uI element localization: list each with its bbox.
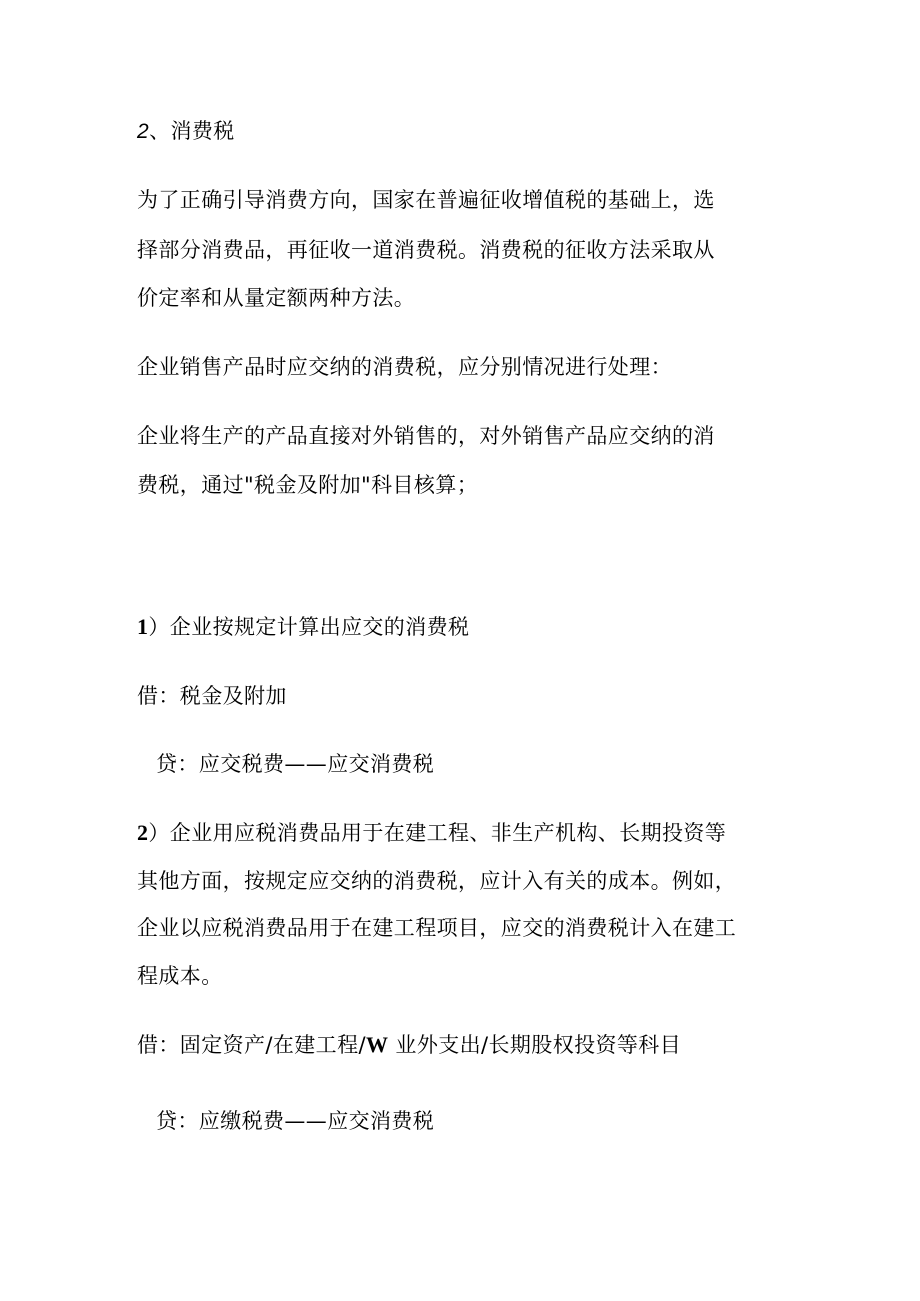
item2-text: ）企业用应税消费品用于在建工程、非生产机构、长期投资等 — [148, 821, 727, 845]
item2-debit-b: 业外支出/长期股权投资等科目 — [388, 1033, 682, 1057]
paragraph-line: 费税，通过"税金及附加"科目核算； — [137, 473, 479, 497]
section-number: 2 — [137, 120, 150, 143]
item1-credit: 贷：应交税费——应交消费税 — [156, 752, 435, 776]
paragraph-line: 程成本。 — [137, 964, 223, 988]
paragraph-line: 价定率和从量定额两种方法。 — [137, 286, 416, 310]
item2-number: 2 — [137, 820, 149, 845]
paragraph-line: 企业将生产的产品直接对外销售的，对外销售产品应交纳的消 — [137, 424, 715, 448]
item1-debit: 借：税金及附加 — [137, 684, 287, 708]
item2-debit — [137, 1030, 681, 1060]
paragraph-line: 择部分消费品，再征收一道消费税。消费税的征收方法采取从 — [137, 238, 715, 262]
paragraph-line: 为了正确引导消费方向，国家在普遍征收增值税的基础上，选 — [137, 188, 715, 212]
item2-debit-w: W — [365, 1032, 389, 1057]
item1-number: 1 — [137, 614, 149, 639]
paragraph-line: 其他方面，按规定应交纳的消费税，应计入有关的成本。例如， — [137, 869, 737, 893]
item1-text: ）企业按规定计算出应交的消费税 — [148, 615, 470, 639]
item2-credit: 贷：应缴税费——应交消费税 — [156, 1109, 435, 1133]
paragraph-line: 企业以应税消费品用于在建工程项目，应交的消费税计入在建工 — [137, 916, 737, 940]
item2-heading — [137, 818, 726, 848]
item2-debit-a: 借：固定资产/在建工程/ — [137, 1033, 366, 1057]
section-heading — [137, 116, 235, 147]
item1-heading — [137, 612, 469, 642]
paragraph-line: 企业销售产品时应交纳的消费税，应分别情况进行处理： — [137, 355, 672, 379]
section-title: 、消费税 — [149, 119, 235, 143]
